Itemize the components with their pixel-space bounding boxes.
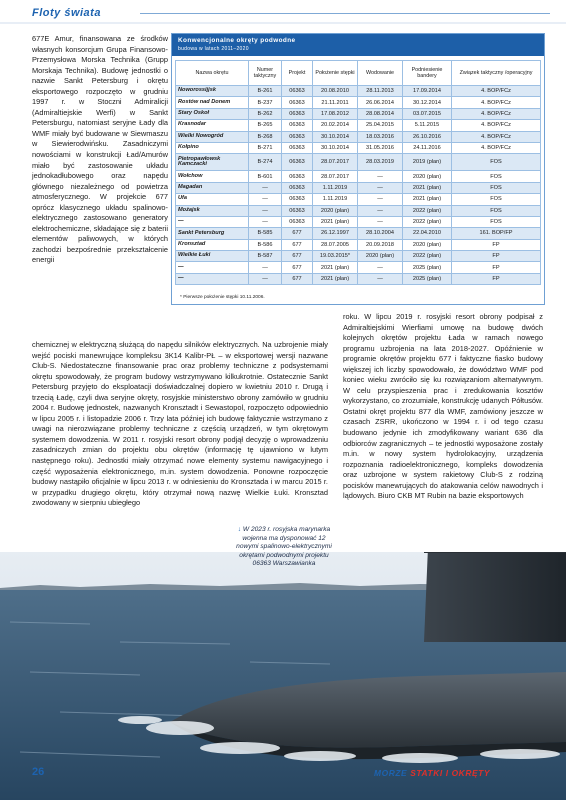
- table-cell: —: [249, 205, 282, 216]
- table-cell: 28.03.2019: [358, 154, 403, 171]
- table-cell: 4. BOP/FCz: [452, 108, 541, 119]
- table-cell: 28.08.2014: [358, 108, 403, 119]
- table-cell: 2021 (plan): [313, 262, 358, 273]
- table-cell: 24.11.2016: [403, 142, 452, 153]
- table-cell: 25.04.2015: [358, 120, 403, 131]
- table-cell: 30.10.2014: [313, 131, 358, 142]
- table-cell: 03.07.2015: [403, 108, 452, 119]
- table-header-row: [176, 61, 541, 86]
- table-cell: 26.06.2014: [358, 97, 403, 108]
- table-cell: B-585: [249, 228, 282, 239]
- table-cell: 2021 (plan): [313, 273, 358, 284]
- article-text-left-top: 677E Amur, finansowana ze środków własnych konsorcjum Grupa Finansowo-Przemysłowa Morska Technika (Grupp Morskaja Technika). Budowę jednostki o nazwie Sankt Petersburg i okrętu eksportowego rozpoczęto w grudniu 1997 r. w Stoczni Admiralicji (Admiraltiejskie Werfi) w Sankt Petersburgu, natomiast seryjne Łady dla WMF miały być budowane w Siewmaszu w Siewierodwińsku. Zasadniczymi nowościami w konstrukcji Ład/Amurów miało być zastosowanie układu jednokadłubowego oraz napędu głównego niezależnego od powietrza atmosferycznego. W projekcie 677 oprócz klasycznego układu spalinowo-elektrycznego zastosowano generatory elektrochemiczne, składające się z baterii elementów paliwowych, w których zachodzi bezpośrednie przekształcenie energii: [32, 34, 168, 265]
- table-cell: 28.07.2005: [313, 239, 358, 250]
- magazine-brand: [374, 768, 524, 780]
- table-cell: Krasnodar: [176, 120, 249, 131]
- table-cell: 2025 (plan): [403, 262, 452, 273]
- table-cell: Sankt Petersburg: [176, 228, 249, 239]
- table-row: [176, 108, 541, 119]
- table-cell: Możajsk: [176, 205, 249, 216]
- table-cell: 1.11.2019: [313, 194, 358, 205]
- caption-text: W 2023 r. rosyjska marynarka wojenna ma dysponować 12 nowymi spalinowo-elektrycznymi okrętami podwodnymi projektu 06363 Warszawianka: [236, 526, 332, 568]
- column-header: Związek taktyczny /operacyjny: [452, 61, 541, 86]
- table-cell: 28.10.2004: [358, 228, 403, 239]
- table-cell: —: [176, 216, 249, 227]
- table-row: [176, 205, 541, 216]
- table-cell: 4. BOP/FCz: [452, 120, 541, 131]
- table-cell: B-587: [249, 251, 282, 262]
- table-cell: 28.11.2013: [358, 86, 403, 97]
- table-cell: Kołpino: [176, 142, 249, 153]
- table-row: [176, 251, 541, 262]
- table-row: [176, 194, 541, 205]
- table-cell: 2020 (plan): [403, 239, 452, 250]
- column-header: Nazwa okrętu: [176, 61, 249, 86]
- table-cell: FOS: [452, 194, 541, 205]
- table-cell: 2021 (plan): [313, 216, 358, 227]
- page-header: [0, 0, 566, 26]
- table-cell: 26.12.1997: [313, 228, 358, 239]
- table-cell: —: [358, 273, 403, 284]
- table-cell: FOS: [452, 182, 541, 193]
- table-cell: —: [249, 262, 282, 273]
- table-cell: —: [358, 182, 403, 193]
- table-cell: 677: [282, 251, 313, 262]
- table-subtitle: budowa w latach 2011–2020: [178, 46, 249, 52]
- header-band: [0, 22, 566, 24]
- section-title: Floty świata: [32, 7, 101, 19]
- table-cell: B-601: [249, 171, 282, 182]
- table-row: [176, 171, 541, 182]
- table-cell: Stary Oskoł: [176, 108, 249, 119]
- photo-caption: [232, 526, 336, 569]
- table-cell: 5.11.2015: [403, 120, 452, 131]
- table-cell: 21.11.2011: [313, 97, 358, 108]
- table-cell: 06363: [282, 194, 313, 205]
- table-cell: —: [249, 216, 282, 227]
- table-cell: 2025 (plan): [403, 273, 452, 284]
- table-cell: 22.04.2010: [403, 228, 452, 239]
- submarine-illustration: [0, 552, 566, 800]
- table-cell: —: [249, 194, 282, 205]
- table-cell: 20.09.2018: [358, 239, 403, 250]
- table-cell: 06363: [282, 86, 313, 97]
- column-header: Położenie stępki: [313, 61, 358, 86]
- table-title: Konwencjonalne okręty podwodne: [178, 37, 296, 44]
- table-cell: 06363: [282, 120, 313, 131]
- table-cell: 4. BOP/FCz: [452, 131, 541, 142]
- table-cell: B-265: [249, 120, 282, 131]
- table-cell: 28.07.2017: [313, 154, 358, 171]
- table-cell: 1.11.2019: [313, 182, 358, 193]
- table-cell: —: [358, 216, 403, 227]
- table-cell: B-261: [249, 86, 282, 97]
- table-cell: 161. BOP/FP: [452, 228, 541, 239]
- table-cell: 06363: [282, 142, 313, 153]
- table-row: [176, 86, 541, 97]
- table-row: [176, 120, 541, 131]
- table-cell: 06363: [282, 108, 313, 119]
- article-text-left-bottom: chemicznej w elektryczną służącą do napędu silników elektrycznych. Na uzbrojenie miały wejść pociski manewrujące kompleksu 3K14 Kalibr-PŁ – w eksportowej wersji nazwane Club-S. Niedostateczne finansowanie prac oraz problemy techniczne z podsystemami okrętu spowodowały, że program budowy wstrzymywano kilkukrotnie. Ostatecznie Sankt Petersburg przyjęto do eksploatacji doświadczalnej dopiero w kwietniu 2010 r. Drugą i trzecią Ładę, czyli dwa seryjne okręty, rosyjskie ministerstwo obrony zamówiło w grudniu 2004 r. Budowę jednostek, nazwanych Kronsztadt i Sewastopol, rozpoczęto odpowiednio w lipcu 2005 r. i listopadzie 2006 r. Trzy lata później ich budowę faktycznie wstrzymano z uwagi na nierozwiązane problemy techniczne z częścią urządzeń, w tym okrętowym systemem dowodzenia. W 2011 r. rosyjski resort obrony podjął decyzję o wprowadzeniu zasadniczych zmian do projektu obu okrętów (informację tę ujawniono w lutym następnego roku). Jednostki miały otrzymać nowe elementy systemu nawigacyjnego i część wyposażenia elektronicznego, m.in. system dowodzenia. Ponowne rozpoczęcie budowy nastąpiło oficjalnie w lipcu 2013 r. w odniesieniu do Kronsztada i w marcu 2015 r. w przypadku drugiego okrętu, który otrzymał nową nazwę Wielkie Łuki. Kronsztad zwodowany w sierpniu ubiegłego: [32, 340, 328, 508]
- table-row: [176, 142, 541, 153]
- table-cell: FOS: [452, 205, 541, 216]
- column-header: Wodowanie: [358, 61, 403, 86]
- table-cell: —: [358, 262, 403, 273]
- table-cell: FP: [452, 273, 541, 284]
- table-row: [176, 239, 541, 250]
- table-cell: Wielki Nowogród: [176, 131, 249, 142]
- table-row: [176, 216, 541, 227]
- column-header: Numer taktyczny: [249, 61, 282, 86]
- column-header: Podniesienie bandery: [403, 61, 452, 86]
- table-cell: 28.07.2017: [313, 171, 358, 182]
- table-cell: 4. BOP/FCz: [452, 86, 541, 97]
- table-row: [176, 182, 541, 193]
- page-number: 26: [32, 766, 45, 778]
- table-cell: B-271: [249, 142, 282, 153]
- table-cell: FP: [452, 251, 541, 262]
- table-cell: 06363: [282, 205, 313, 216]
- table-cell: —: [249, 182, 282, 193]
- table-cell: 06363: [282, 154, 313, 171]
- table-cell: 2021 (plan): [403, 194, 452, 205]
- table-cell: FP: [452, 262, 541, 273]
- table-cell: —: [176, 262, 249, 273]
- table-cell: 2020 (plan): [313, 205, 358, 216]
- table-cell: 677: [282, 273, 313, 284]
- table-cell: FP: [452, 239, 541, 250]
- table-header-band: [172, 34, 544, 56]
- table-row: [176, 97, 541, 108]
- table-cell: B-268: [249, 131, 282, 142]
- table-cell: FOS: [452, 216, 541, 227]
- table-cell: Wołchow: [176, 171, 249, 182]
- table-cell: 2019 (plan): [403, 154, 452, 171]
- article-text-right: roku. W lipcu 2019 r. rosyjski resort obrony podpisał z Admiraltiejskimi Wierfiami umowę na budowę dwóch kolejnych okrętów projektu Łada w ramach nowego programu uzbrojenia na lata 2018-2027. Opóźnienie w programie okrętów projektu 677 i faktyczne fiasko budowy większej ich liczby spowodowało, że dowództwo WMF pod koniec wieku zwróciło się ku rozwiązaniom alternatywnym. W celu przyspieszenia prac i zredukowania kosztów wykorzystano, co zrozumiałe, konstrukcję udanych Półtusów. Ostatni okręt projektu 877 dla WMF, zamówiony jeszcze w czasach ZSRR, ukończono w 1994 r. i od tego czasu budowano jedynie ich zmodyfikowany wariant 636 dla odbiorców zagranicznych – te jednostki wyposażone zostały m.in. w nowy system hydrolokacyjny, urządzenia rozpoznania radioelektronicznego, kompleks dowodzenia oraz uzbrojone w system rakietowy Club-S z rodziną pocisków manewrujących do atakowania celów nawodnych i lądowych. Biuro CKB MT Rubin na bazie eksportowych: [343, 312, 543, 501]
- table-footnote: * Pierwsze położenie stępki 10.11.2006.: [180, 295, 265, 300]
- table-cell: B-274: [249, 154, 282, 171]
- brand-word-1: MORZE: [374, 768, 408, 778]
- table-row: [176, 131, 541, 142]
- table-cell: 2022 (plan): [403, 216, 452, 227]
- table-cell: —: [176, 273, 249, 284]
- table-cell: —: [358, 194, 403, 205]
- table-cell: Ufa: [176, 194, 249, 205]
- table-cell: 4. BOP/FCz: [452, 142, 541, 153]
- brand-word-2: STATKI I OKRĘTY: [410, 768, 491, 778]
- table-cell: 06363: [282, 97, 313, 108]
- table-cell: 06363: [282, 131, 313, 142]
- submarine-photo: [0, 552, 566, 800]
- table-cell: 26.10.2016: [403, 131, 452, 142]
- table-cell: 677: [282, 228, 313, 239]
- table-cell: 30.10.2014: [313, 142, 358, 153]
- table-cell: 20.02.2014: [313, 120, 358, 131]
- table-cell: 18.03.2016: [358, 131, 403, 142]
- table-cell: Noworossĳjsk: [176, 86, 249, 97]
- submarines-table-box: [171, 33, 545, 305]
- table-cell: B-586: [249, 239, 282, 250]
- table-cell: 20.08.2010: [313, 86, 358, 97]
- table-cell: 17.09.2014: [403, 86, 452, 97]
- table-cell: 4. BOP/FCz: [452, 97, 541, 108]
- table-row: [176, 273, 541, 284]
- table-cell: 06363: [282, 171, 313, 182]
- column-header: Projekt: [282, 61, 313, 86]
- table-cell: B-237: [249, 97, 282, 108]
- table-cell: Pietropawłowsk Kamczacki: [176, 154, 249, 171]
- table-cell: 31.05.2016: [358, 142, 403, 153]
- table-cell: 2020 (plan): [403, 171, 452, 182]
- table-cell: —: [358, 205, 403, 216]
- submarines-table: [175, 60, 541, 285]
- table-cell: 2020 (plan): [358, 251, 403, 262]
- table-cell: Kronsztad: [176, 239, 249, 250]
- table-cell: B-262: [249, 108, 282, 119]
- table-cell: 30.12.2014: [403, 97, 452, 108]
- table-row: [176, 228, 541, 239]
- table-cell: 06363: [282, 182, 313, 193]
- header-rule: [140, 13, 550, 14]
- table-row: [176, 262, 541, 273]
- table-cell: Rostów nad Donem: [176, 97, 249, 108]
- table-cell: —: [249, 273, 282, 284]
- table-cell: 2021 (plan): [403, 182, 452, 193]
- table-cell: —: [358, 171, 403, 182]
- table-cell: 06363: [282, 216, 313, 227]
- table-cell: 677: [282, 239, 313, 250]
- table-cell: Wielkie Łuki: [176, 251, 249, 262]
- caption-arrow-icon: ↓: [237, 526, 242, 533]
- table-cell: 2022 (plan): [403, 251, 452, 262]
- table-cell: FOS: [452, 171, 541, 182]
- table-row: [176, 154, 541, 171]
- table-cell: 19.03.2015*: [313, 251, 358, 262]
- table-cell: FOS: [452, 154, 541, 171]
- table-cell: 2022 (plan): [403, 205, 452, 216]
- table-cell: 17.08.2012: [313, 108, 358, 119]
- table-cell: Magadan: [176, 182, 249, 193]
- table-cell: 677: [282, 262, 313, 273]
